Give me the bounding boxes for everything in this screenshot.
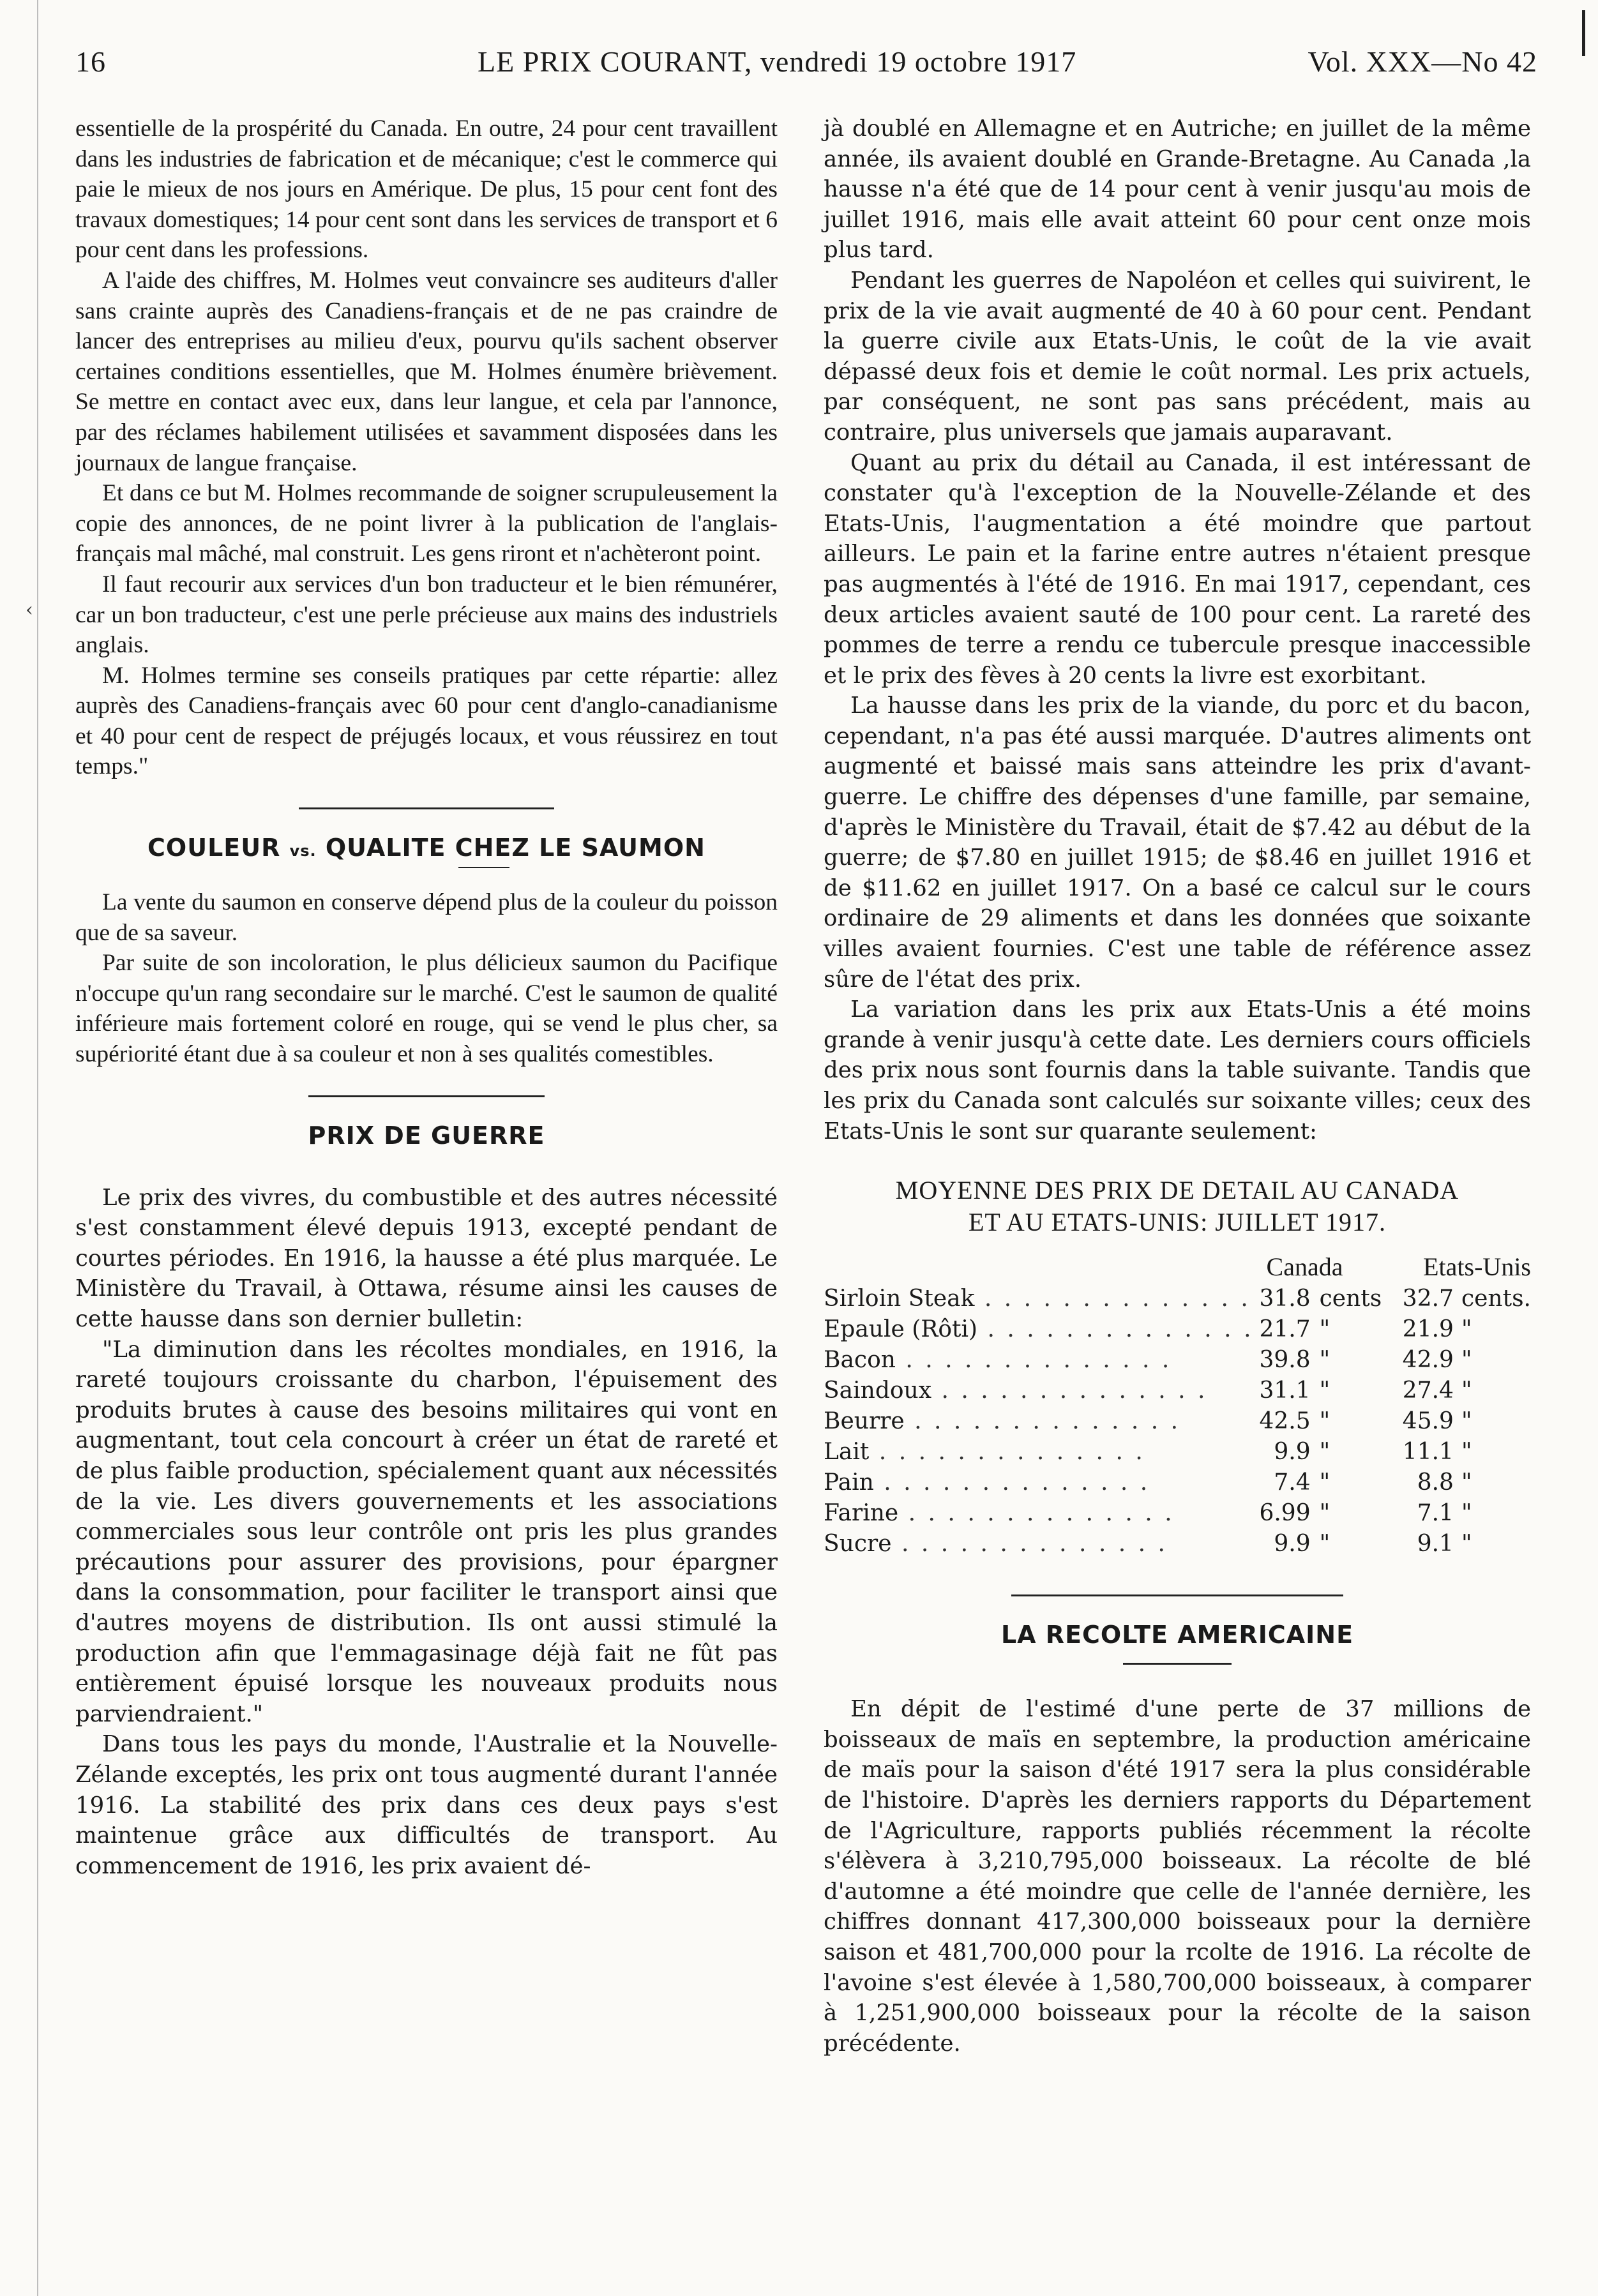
- leader-dots: . . . . . . . . . . . . . .: [891, 1530, 1168, 1557]
- price-canada-unit: ": [1319, 1438, 1330, 1465]
- price-us: 8.8: [1417, 1469, 1454, 1496]
- price-us-unit: ": [1461, 1469, 1472, 1496]
- margin-mark: ‹: [26, 599, 33, 621]
- price-us-unit: ": [1461, 1438, 1472, 1465]
- price-canada: 42.5: [1259, 1407, 1311, 1434]
- article-paragraph: jà doublé en Allemagne et en Autriche; en juillet de la même année, ils avaient doublé en Grande-Bretagne. Au Canada ,la hausse n'a été que de 14 pour cent à venir jusqu'au mois de juillet 1916, mais elle avait atteint 60 pour cent onze mois plus tard.: [824, 116, 1531, 264]
- price-canada: 7.4: [1274, 1469, 1311, 1496]
- article-paragraph: Par suite de son incoloration, le plus délicieux saumon du Pacifique n'occupe qu'un rang secondaire sur le marché. C'est le saumon de qualité inférieure mais fortement coloré en rouge, qui se vend le plus cher, sa supériorité étant due à sa couleur et non à ses qualités comestibles.: [75, 950, 778, 1068]
- title-underline: [458, 867, 509, 868]
- price-us: 27.4: [1402, 1377, 1454, 1404]
- article-paragraph: Et dans ce but M. Holmes recommande de soigner scrupuleusement la copie des annonces, de ne point livrer à la publication de l'anglais-français mal mâché, mal construit. Les gens riront et n'achèteront point.: [75, 480, 778, 567]
- saumon-title-part1: COULEUR: [147, 834, 281, 862]
- article-paragraph: En dépit de l'estimé d'une perte de 37 millions de boisseaux de maïs en septembre, la production américaine de maïs pour la saison d'été 1917 sera la plus considérable de l'histoire. D'après les derniers rapports du Département de l'Agriculture, rapports publiés récemment la récolte s'élèvera à 3,210,795,000 boisseaux. La récolte de blé d'automne a été moindre que celle de l'année dernière, les chiffres donnant 417,300,000 boisseaux pour la dernière saison et 481,700,000 pour la rcolte de 1916. La récolte de l'avoine s'est élevée à 1,580,700,000 boisseaux, à comparer à 1,251,900,000 boisseaux pour la récolte de la saison précédente.: [824, 1696, 1531, 2057]
- price-item: Lait: [824, 1438, 870, 1465]
- price-canada: 9.9: [1274, 1530, 1311, 1557]
- saumon-title-part2: QUALITE CHEZ LE SAUMON: [325, 834, 705, 862]
- article-paragraph: Il faut recourir aux services d'un bon traducteur et le bien rémunérer, car un bon traducteur, c'est une perle précieuse aux mains des industriels anglais.: [75, 571, 778, 659]
- article-paragraph: Dans tous les pays du monde, l'Australie et la Nouvelle-Zélande exceptés, les prix ont tous augmenté durant l'année 1916. La stabilité des prix dans ces deux pays s'est maintenue grâce aux difficultés de transport. Au commencement de 1916, les prix avaient dé-: [75, 1731, 778, 1879]
- price-canada-unit: cents: [1319, 1285, 1382, 1312]
- leader-dots: . . . . . . . . . . . . . .: [977, 1316, 1254, 1342]
- leader-dots: . . . . . . . . . . . . . .: [895, 1346, 1172, 1373]
- article-paragraph: Pendant les guerres de Napoléon et celles qui suivirent, le prix de la vie avait augmenté de 40 à 60 pour cent. Pendant la guerre civile aux Etats-Unis, le coût de la vie avait dépassé deux fois et demie le coût normal. Les prix actuels, par conséquent, ne sont pas sans précédent, mais au contraire, plus universels que jamais auparavant.: [824, 267, 1531, 446]
- price-table-title-line2: ET AU ETATS-UNIS: JUILLET 1917.: [968, 1208, 1387, 1237]
- price-canada-unit: ": [1319, 1407, 1330, 1434]
- section-divider: [308, 1095, 545, 1097]
- right-column: [824, 114, 1531, 2059]
- price-us: 45.9: [1402, 1407, 1454, 1434]
- price-canada: 31.8: [1259, 1285, 1311, 1312]
- title-underline: [1123, 1663, 1232, 1665]
- price-item: Sirloin Steak: [824, 1285, 975, 1312]
- price-row: [824, 1375, 1531, 1406]
- price-canada: 6.99: [1259, 1499, 1311, 1526]
- price-item-cell: [824, 1497, 1254, 1528]
- article-paragraph: M. Holmes termine ses conseils pratiques par cette répartie: allez auprès des Canadiens-français avec 60 pour cent d'anglo-canadianisme et 40 pour cent de respect de préjugés locaux, et vous réussirez en tout temps.": [75, 662, 778, 780]
- col-header-canada: Canada: [1266, 1252, 1343, 1281]
- price-item-cell: [824, 1436, 1254, 1467]
- saumon-title-vs: vs.: [289, 842, 317, 860]
- price-item: Bacon: [824, 1346, 896, 1373]
- price-us-unit: ": [1461, 1530, 1472, 1557]
- volume-number: Vol. XXX—No 42: [1308, 45, 1537, 78]
- article-paragraph: La vente du saumon en conserve dépend plus de la couleur du poisson que de sa saveur.: [75, 889, 778, 946]
- article-quote: "La diminution dans les récoltes mondiales, en 1916, la rareté toujours croissante du charbon, l'épuisement des produits brutes à cause des besoins militaires qui vont en augmentant, tout cela concourt à créer un état de rareté et de plus faible production, spécialement quant aux nécessités de la vie. Les divers gouvernements et les associations commerciales sous leur contrôle ont pris les plus grandes précautions pour assurer des provisions, pour épargner dans la consommation, pour faciliter le transport ainsi que d'autres moyens de distribution. Ils ont aussi stimulé la production afin que l'emmagasinage déjà fait ne fût pas entièrement épuisé lorsque les nouveaux produits nous parviendraient.": [75, 1336, 778, 1727]
- price-canada-unit: ": [1319, 1377, 1330, 1404]
- price-item: Epaule (Rôti): [824, 1316, 978, 1342]
- price-us: 9.1: [1417, 1530, 1454, 1557]
- article-paragraph: A l'aide des chiffres, M. Holmes veut convaincre ses auditeurs d'aller sans crainte auprès des Canadiens-français et de ne pas craindre de lancer des entreprises au milieu d'eux, pourvu qu'ils sachent observer certaines conditions essentielles, que M. Holmes énumère brièvement. Se mettre en contact avec eux, dans leur langue, et cela par l'annonce, par des réclames habilement utilisées et savamment disposées dans les journaux de langue française.: [75, 267, 778, 476]
- leader-dots: . . . . . . . . . . . . . .: [898, 1499, 1175, 1526]
- price-item-cell: [824, 1314, 1254, 1344]
- article-paragraph: La hausse dans les prix de la viande, du porc et du bacon, cependant, n'a pas été aussi marquée. D'autres aliments ont augmenté et baissé mais sans atteindre les prix d'avant-guerre. Le chiffre des dépenses d'une famille, par semaine, d'après le Ministère du Travail, était de $7.42 au début de la guerre; de $7.80 en juillet 1915; de $8.46 en juillet 1916 et de $11.62 en juillet 1917. On a basé ce calcul sur le cours ordinaire de 29 aliments et dans les données que soixante villes avaient fournies. C'est une table de référence assez sûre de l'état des prix.: [824, 693, 1531, 993]
- price-row: [824, 1528, 1531, 1559]
- price-item-cell: [824, 1375, 1254, 1406]
- leader-dots: . . . . . . . . . . . . . .: [904, 1407, 1181, 1434]
- page-number: 16: [75, 45, 106, 78]
- price-us: 21.9: [1402, 1316, 1454, 1342]
- price-canada-unit: ": [1319, 1469, 1330, 1496]
- price-row: [824, 1467, 1531, 1497]
- saumon-title: [75, 834, 778, 862]
- price-canada-unit: ": [1319, 1530, 1330, 1557]
- price-us: 7.1: [1417, 1499, 1454, 1526]
- price-canada: 39.8: [1259, 1346, 1311, 1373]
- price-row: [824, 1344, 1531, 1375]
- article-paragraph: essentielle de la prospérité du Canada. En outre, 24 pour cent travaillent dans les industries de fabrication et de mécanique; c'est le commerce qui paie le mieux de nos jours en Amérique. De plus, 15 pour cent font des travaux domestiques; 14 pour cent sont dans les services de transport et 6 pour cent dans les professions.: [75, 116, 778, 264]
- page-edge-rule: [37, 0, 38, 2296]
- price-us-unit: ": [1461, 1499, 1472, 1526]
- price-us-unit: ": [1461, 1407, 1472, 1434]
- price-item-cell: [824, 1283, 1254, 1314]
- guerre-continued: [824, 114, 1531, 1146]
- section-divider: [1011, 1594, 1343, 1596]
- price-us: 32.7: [1402, 1285, 1454, 1312]
- price-table-header: [824, 1250, 1531, 1283]
- scan-edge-mark: [1582, 10, 1585, 56]
- article-paragraph: Le prix des vivres, du combustible et des autres nécessité s'est constamment élevé depuis 1913, excepté pendant de courtes périodes. En 1916, la hausse a été plus marquée. Le Ministère du Travail, à Ottawa, résume ainsi les causes de cette hausse dans son dernier bulletin:: [75, 1184, 778, 1332]
- price-table-title-line1: MOYENNE DES PRIX DE DETAIL AU CANADA: [895, 1176, 1459, 1205]
- price-us: 11.1: [1402, 1438, 1454, 1465]
- price-item-cell: [824, 1344, 1254, 1375]
- price-row: [824, 1436, 1531, 1467]
- leader-dots: . . . . . . . . . . . . . .: [974, 1285, 1251, 1312]
- leader-dots: . . . . . . . . . . . . . .: [931, 1377, 1208, 1404]
- price-item: Pain: [824, 1469, 874, 1496]
- price-row: [824, 1283, 1531, 1314]
- price-row: [824, 1406, 1531, 1436]
- price-item: Beurre: [824, 1407, 905, 1434]
- price-table-body: [824, 1283, 1531, 1559]
- price-row: [824, 1314, 1531, 1344]
- page-header: [75, 45, 1537, 89]
- price-table-title: [824, 1174, 1531, 1238]
- publication-line: LE PRIX COURANT, vendredi 19 octobre 1917: [478, 45, 1077, 78]
- article-paragraph: La variation dans les prix aux Etats-Unis a été moins grande à venir jusqu'à cette date. Les derniers cours officiels des prix nous sont fournis dans la table suivante. Tandis que les prix du Canada sont calculés sur soixante villes; ceux des Etats-Unis le sont sur quarante seulement:: [824, 996, 1531, 1144]
- guerre-article: [75, 1183, 778, 1882]
- price-us-unit: ": [1461, 1346, 1472, 1373]
- left-column: [75, 114, 778, 1881]
- article-paragraph: Quant au prix du détail au Canada, il est intéressant de constater qu'à l'exception de la Nouvelle-Zélande et des Etats-Unis, l'augmentation a été moindre que partout ailleurs. Le pain et la farine entre autres n'étaient presque pas augmentés à l'été de 1916. En mai 1917, cependant, ces deux articles avaient sauté de 100 pour cent. La rareté des pommes de terre a rendu ce tubercule presque inaccessible et le prix des fèves à 20 cents la livre est exorbitant.: [824, 449, 1531, 689]
- leader-dots: . . . . . . . . . . . . . .: [873, 1469, 1150, 1496]
- price-item: Saindoux: [824, 1377, 932, 1404]
- price-us-unit: ": [1461, 1377, 1472, 1404]
- saumon-article: [75, 887, 778, 1070]
- holmes-article: [75, 114, 778, 782]
- leader-dots: . . . . . . . . . . . . . .: [869, 1438, 1145, 1465]
- recolte-title: LA RECOLTE AMERICAINE: [1000, 1621, 1354, 1649]
- price-us-unit: ": [1461, 1316, 1472, 1342]
- price-us: 42.9: [1402, 1346, 1454, 1373]
- col-header-us: Etats-Unis: [1423, 1252, 1531, 1281]
- section-divider: [299, 807, 554, 809]
- price-row: [824, 1497, 1531, 1528]
- price-item: Sucre: [824, 1530, 892, 1557]
- price-item-cell: [824, 1528, 1254, 1559]
- price-canada-unit: ": [1319, 1316, 1330, 1342]
- price-item-cell: [824, 1406, 1254, 1436]
- price-canada: 31.1: [1259, 1377, 1311, 1404]
- price-table: [824, 1250, 1531, 1559]
- price-item-cell: [824, 1467, 1254, 1497]
- price-canada: 9.9: [1274, 1438, 1311, 1465]
- price-item: Farine: [824, 1499, 899, 1526]
- price-us-unit: cents.: [1461, 1285, 1531, 1312]
- price-canada-unit: ": [1319, 1499, 1330, 1526]
- guerre-title: PRIX DE GUERRE: [308, 1121, 545, 1150]
- recolte-article: [824, 1694, 1531, 2059]
- price-canada: 21.7: [1259, 1316, 1311, 1342]
- price-canada-unit: ": [1319, 1346, 1330, 1373]
